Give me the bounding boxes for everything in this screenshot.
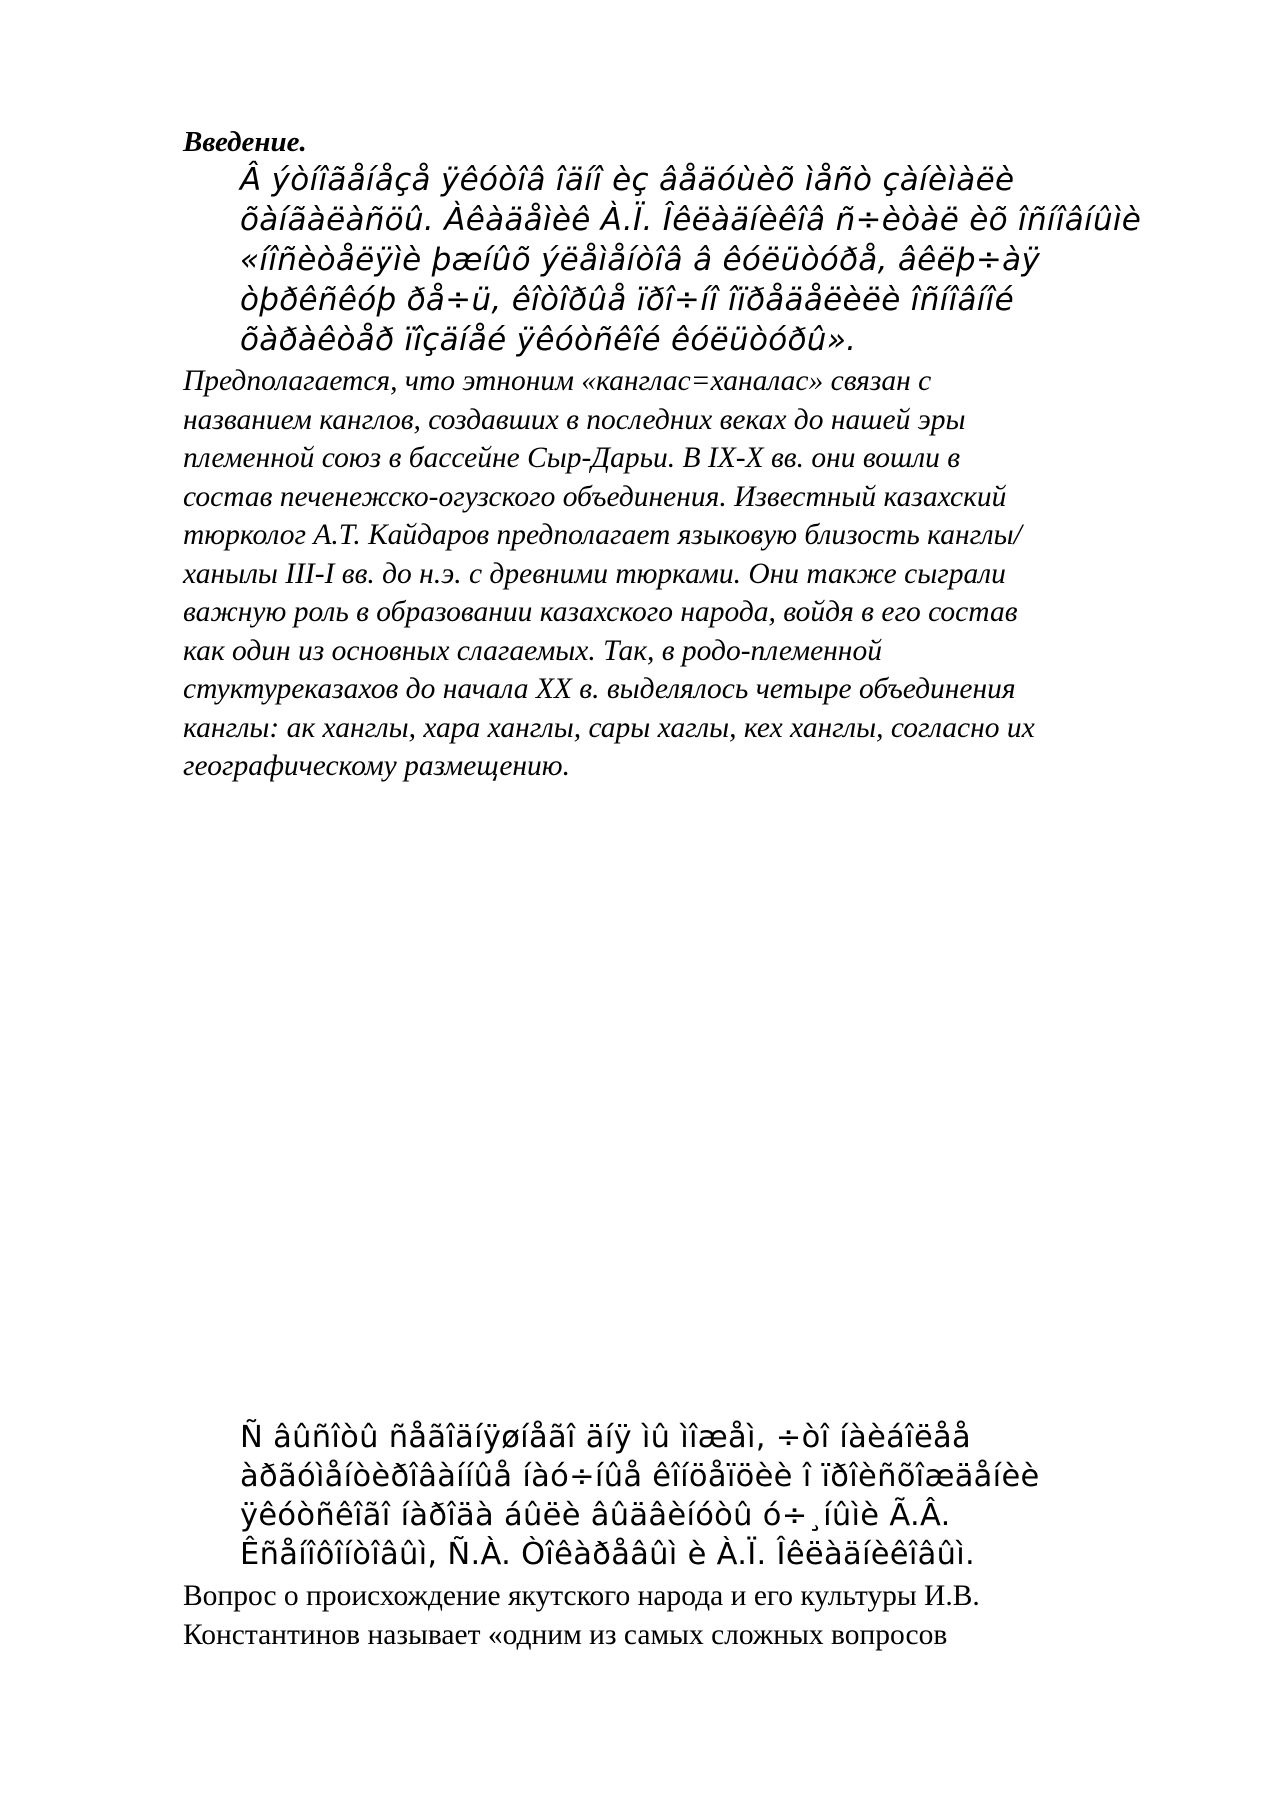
text-line: òþðêñêóþ ðå÷ü, êîòîðûå ïðî÷íî îïðåäåëèëè îñíîâíîé (240, 282, 1014, 318)
text-line: важную роль в образовании казахского народа, войдя в его состав (183, 596, 1018, 628)
text-line: ÿêóòñêîãî íàðîäà áûëè âûäâèíóòû ó÷¸íûìè Ã.Â. (240, 1498, 951, 1533)
text-line: тюрколог А.Т. Кайдаров предполагает языковую близость канглы/ (183, 519, 1022, 551)
text-line: ханылы III-I вв. до н.э. с древними тюрками. Они также сыграли (183, 557, 1006, 590)
text-line: состав печенежско-огузского объединения. Известный казахский (183, 480, 1007, 513)
text-line: õàðàêòåð ïîçäíåé ÿêóòñêîé êóëüòóðû». (240, 322, 857, 358)
text-line: племенной союз в бассейне Сыр-Дарьи. В IX-X вв. они вошли в (183, 442, 961, 474)
text-line: канглы: ак ханглы, хара ханглы, сары хаглы, кех ханглы, согласно их (183, 711, 1035, 744)
text-line: географическому размещению. (183, 750, 570, 782)
text-line: «íîñèòåëÿìè þæíûõ ýëåìåíòîâ â êóëüòóðå, âêëþ÷àÿ (240, 242, 1041, 278)
origin-question-paragraph (183, 1577, 1203, 1655)
text-line: àðãóìåíòèðîâàííûå íàó÷íûå êîíöåïöèè î ïðîèñõîæäåíèè (240, 1459, 1040, 1494)
text-line: Ñ âûñîòû ñåãîäíÿøíåãî äíÿ ìû ìîæåì, ÷òî íàèáîëåå (240, 1420, 971, 1455)
text-line: õàíãàëàñöû. Àêàäåìèê À.Ï. Îêëàäíèêîâ ñ÷èòàë èõ îñíîâíûìè (240, 202, 1142, 238)
kanglas-paragraph (183, 362, 1203, 786)
text-line: Вопрос о происхождение якутского народа и его культуры И.В. (183, 1580, 980, 1612)
text-line: Константинов называет «одним из самых сложных вопросов (183, 1619, 948, 1651)
text-line: Êñåíîôîíòîâûì, Ñ.À. Òîêàðåâûì è À.Ï. Îêëàäíèêîâûì. (240, 1537, 976, 1572)
garbled-second-paragraph (183, 1418, 1203, 1574)
garbled-intro-paragraph (183, 160, 1203, 360)
text-line: Предполагается, что этноним «канглас=ханалас» связан с (183, 365, 932, 397)
text-line: стуктуреказахов до начала XX в. выделялось четыре объединения (183, 673, 1016, 705)
section-heading: Введение. (183, 126, 307, 158)
text-line: Â ýòíîãåíåçå ÿêóòîâ îäíî èç âåäóùèõ ìåñò çàíèìàëè (240, 162, 1015, 198)
text-line: названием канглов, создавших в последних веках до нашей эры (183, 403, 966, 436)
text-line: как один из основных слагаемых. Так, в родо-племенной (183, 634, 882, 667)
